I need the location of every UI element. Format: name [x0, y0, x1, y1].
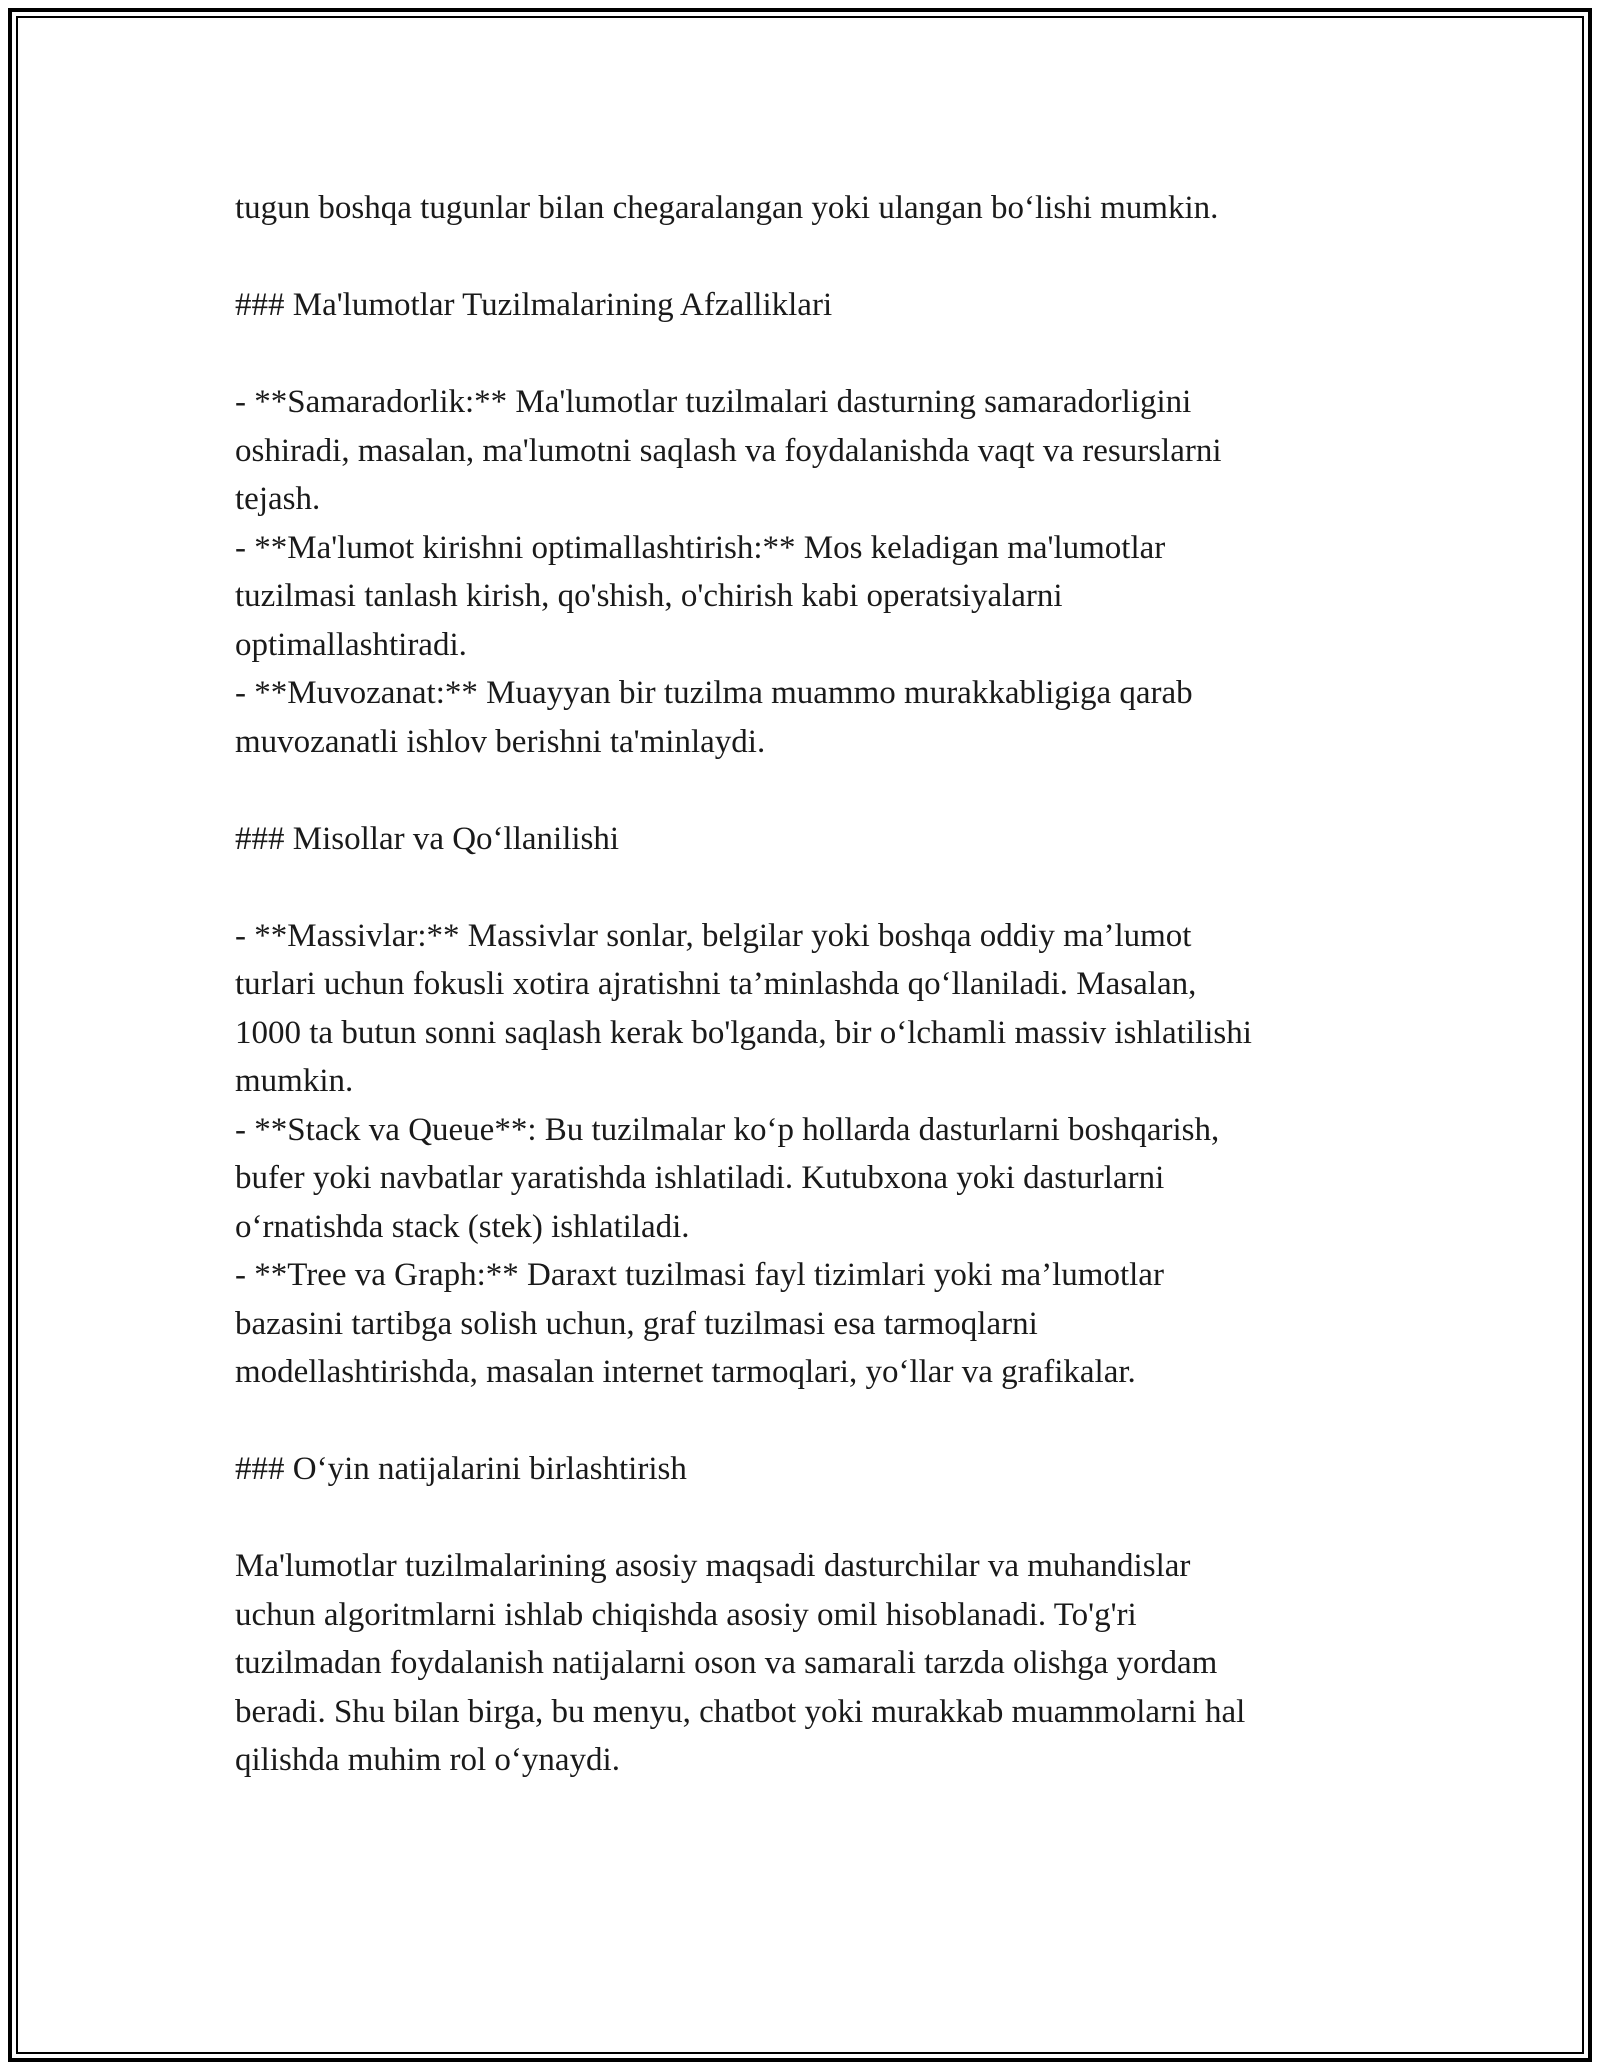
- document-body: [235, 184, 1385, 1785]
- list-item-line: - **Massivlar:** Massivlar sonlar, belgilar yoki boshqa oddiy ma’lumot: [235, 917, 1192, 954]
- paragraph-line: beradi. Shu bilan birga, bu menyu, chatbot yoki murakkab muammolarni hal: [235, 1693, 1246, 1730]
- list-item-line: bufer yoki navbatlar yaratishda ishlatiladi. Kutubxona yoki dasturlarni: [235, 1160, 1165, 1196]
- section-heading-advantages: ### Ma'lumotlar Tuzilmalarining Afzalliklari: [235, 287, 833, 323]
- blank-line: [235, 233, 1385, 282]
- list-item-line: bazasini tartibga solish uchun, graf tuzilmasi esa tarmoqlarni: [235, 1305, 1038, 1342]
- list-item-line: tejash.: [235, 481, 321, 517]
- blank-line: [235, 766, 1385, 815]
- section-heading-conclusion: ### O‘yin natijalarini birlashtirish: [235, 1451, 687, 1487]
- list-item-line: muvozanatli ishlov berishni ta'minlaydi.: [235, 723, 766, 760]
- list-item-line: - **Tree va Graph:** Daraxt tuzilmasi fayl tizimlari yoki ma’lumotlar: [235, 1257, 1164, 1293]
- list-item-tree-graph: [235, 1251, 1385, 1397]
- list-item-stack-queue: [235, 1106, 1385, 1252]
- blank-line: [235, 863, 1385, 912]
- blank-line: [235, 1494, 1385, 1543]
- list-item-line: 1000 ta butun sonni saqlash kerak bo'lganda, bir o‘lchamli massiv ishlatilishi: [235, 1014, 1252, 1051]
- paragraph-line: qilishda muhim rol o‘ynaydi.: [235, 1742, 620, 1778]
- list-item-samaradorlik: [235, 378, 1385, 524]
- list-item-line: optimallashtiradi.: [235, 626, 467, 663]
- list-item-line: tuzilmasi tanlash kirish, qo'shish, o'chirish kabi operatsiyalarni: [235, 578, 1063, 614]
- advantages-list: [235, 378, 1385, 766]
- blank-line: [235, 1397, 1385, 1446]
- intro-line: tugun boshqa tugunlar bilan chegaralangan yoki ulangan bo‘lishi mumkin.: [235, 190, 1219, 226]
- list-item-line: - **Samaradorlik:** Ma'lumotlar tuzilmalari dasturning samaradorligini: [235, 384, 1192, 420]
- blank-line: [235, 330, 1385, 379]
- list-item-line: o‘rnatishda stack (stek) ishlatiladi.: [235, 1208, 690, 1245]
- paragraph-line: tuzilmadan foydalanish natijalarni oson va samarali tarzda olishga yordam: [235, 1645, 1218, 1681]
- examples-list: [235, 912, 1385, 1397]
- list-item-massivlar: [235, 912, 1385, 1106]
- list-item-line: - **Ma'lumot kirishni optimallashtirish:** Mos keladigan ma'lumotlar: [235, 529, 1166, 566]
- list-item-line: modellashtirishda, masalan internet tarmoqlari, yo‘llar va grafikalar.: [235, 1354, 1136, 1390]
- list-item-line: oshiradi, masalan, ma'lumotni saqlash va foydalanishda vaqt va resurslarni: [235, 432, 1222, 469]
- list-item-muvozanat: [235, 669, 1385, 766]
- list-item-line: mumkin.: [235, 1063, 354, 1099]
- list-item-malumot-kirishni: [235, 524, 1385, 670]
- paragraph-line: uchun algoritmlarni ishlab chiqishda asosiy omil hisoblanadi. To'g'ri: [235, 1596, 1137, 1633]
- paragraph-line: Ma'lumotlar tuzilmalarining asosiy maqsadi dasturchilar va muhandislar: [235, 1548, 1191, 1584]
- list-item-line: turlari uchun fokusli xotira ajratishni ta’minlashda qo‘llaniladi. Masalan,: [235, 966, 1197, 1002]
- list-item-line: - **Stack va Queue**: Bu tuzilmalar ko‘p hollarda dasturlarni boshqarish,: [235, 1111, 1220, 1148]
- list-item-line: - **Muvozanat:** Muayyan bir tuzilma muammo murakkabligiga qarab: [235, 675, 1193, 711]
- section-heading-examples: ### Misollar va Qo‘llanilishi: [235, 820, 620, 857]
- conclusion-paragraph: [235, 1542, 1385, 1785]
